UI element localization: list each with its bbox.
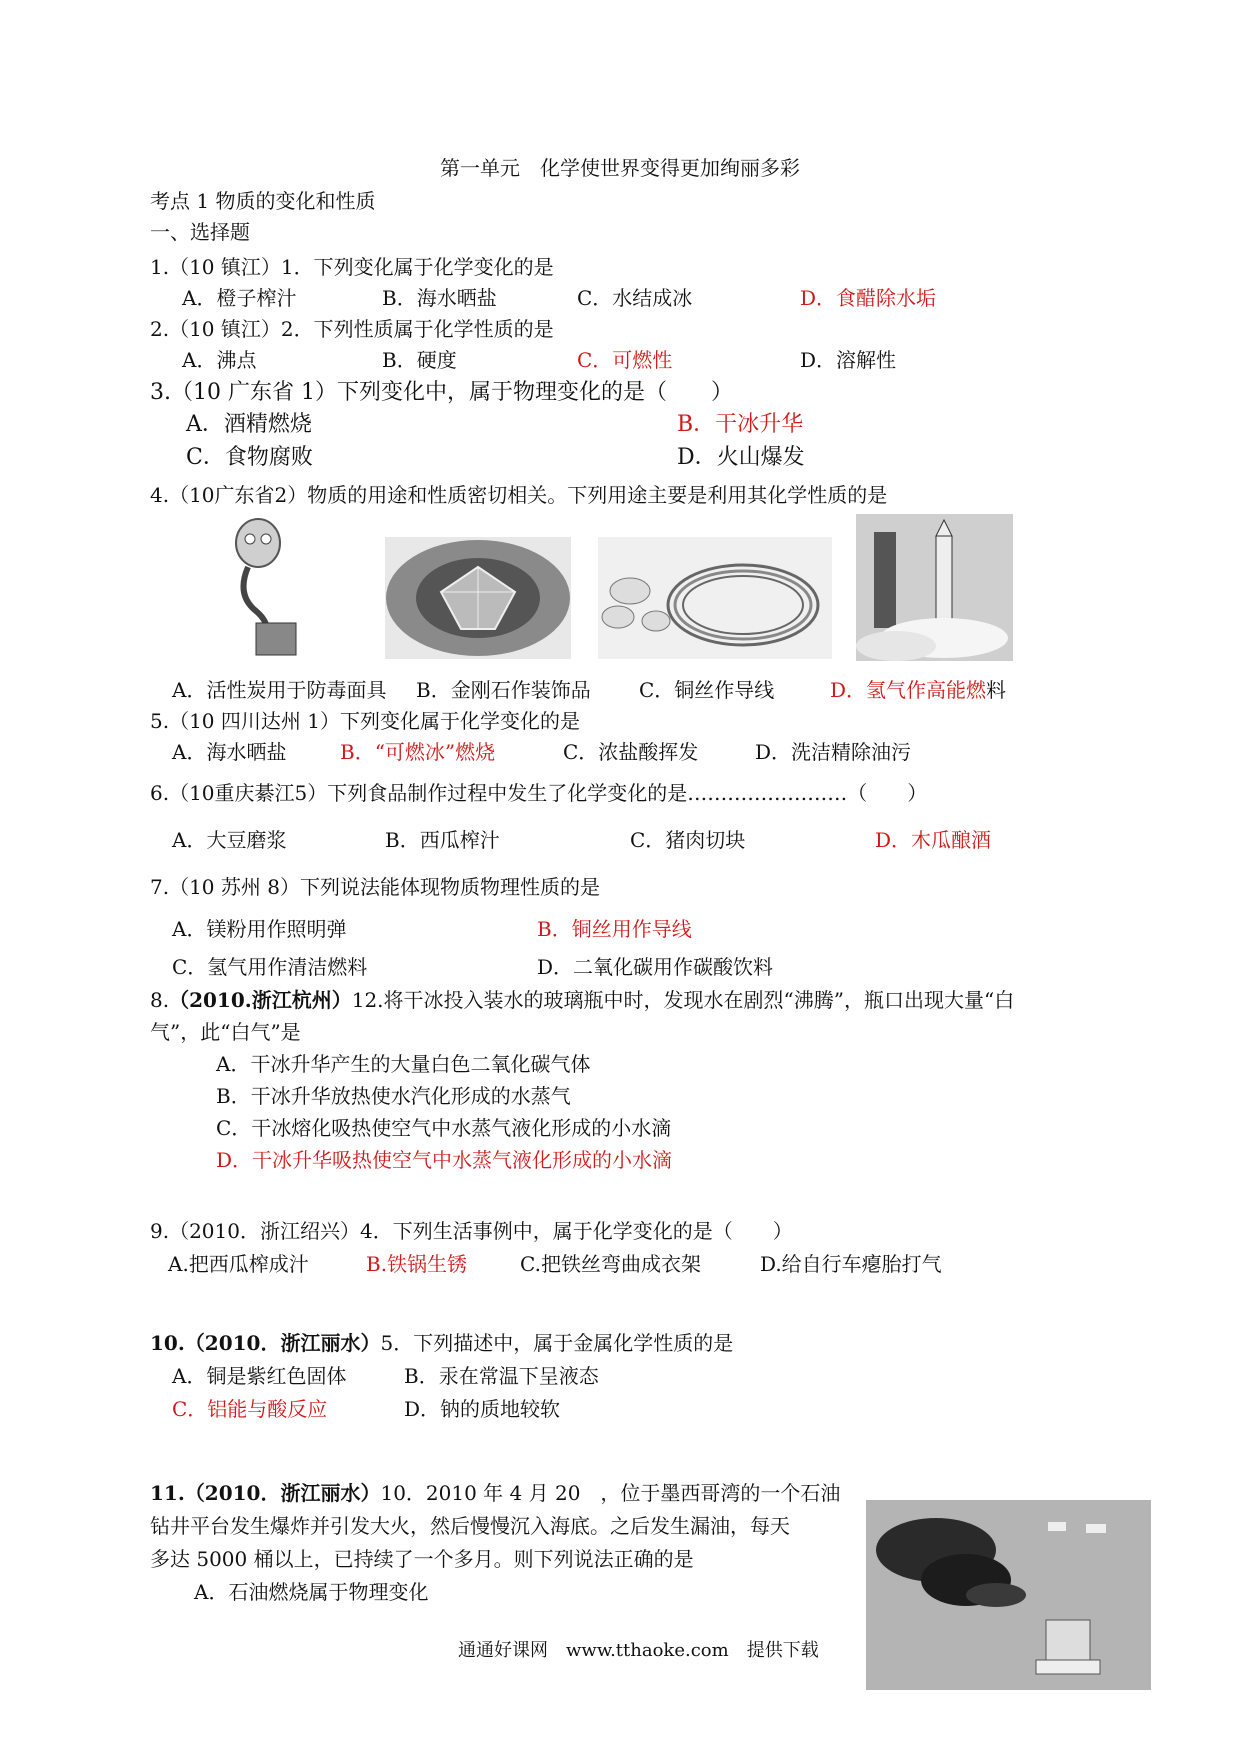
q10-source: 10.（2010．浙江丽水） bbox=[150, 1331, 381, 1355]
q9-stem: 9.（2010．浙江绍兴）4．下列生活事例中，属于化学变化的是（ ） bbox=[150, 1219, 793, 1243]
q3-option-a: A．酒精燃烧 bbox=[186, 412, 312, 437]
page-title: 第一单元 化学使世界变得更加绚丽多彩 bbox=[440, 156, 800, 180]
q11-stem-line3: 多达 5000 桶以上，已持续了一个多月。则下列说法正确的是 bbox=[150, 1547, 694, 1571]
q6-option-c: C．猪肉切块 bbox=[630, 828, 746, 852]
q9-option-b-answer: B.铁锅生锈 bbox=[366, 1252, 468, 1276]
q5-option-d: D．洗洁精除油污 bbox=[755, 740, 912, 764]
q10-option-b: B．汞在常温下呈液态 bbox=[404, 1364, 599, 1388]
q7-option-a: A．镁粉用作照明弹 bbox=[172, 917, 347, 941]
q5-option-a: A．海水晒盐 bbox=[172, 740, 287, 764]
q4-option-d-answer bbox=[830, 677, 1006, 703]
q1-stem: 1.（10 镇江）1．下列变化属于化学变化的是 bbox=[150, 255, 554, 279]
oil-spill-image bbox=[866, 1500, 1151, 1690]
q11-option-a: A．石油燃烧属于物理变化 bbox=[194, 1580, 429, 1604]
q2-option-a: A．沸点 bbox=[182, 348, 257, 372]
q8-option-b: B．干冰升华放热使水汽化形成的水蒸气 bbox=[216, 1084, 571, 1108]
q7-stem: 7.（10 苏州 8）下列说法能体现物质物理性质的是 bbox=[150, 875, 600, 899]
q10-stem bbox=[150, 1330, 733, 1356]
q5-option-b-answer: B．“可燃冰”燃烧 bbox=[340, 740, 496, 764]
q8-source: （2010.浙江杭州） bbox=[169, 988, 352, 1012]
q9-option-a: A.把西瓜榨成汁 bbox=[168, 1252, 309, 1276]
q11-stem-line2: 钻井平台发生爆炸并引发大火，然后慢慢沉入海底。之后发生漏油，每天 bbox=[150, 1514, 790, 1538]
q8-stem-text: 12.将干冰投入装水的玻璃瓶中时，发现水在剧烈“沸腾”，瓶口出现大量“白 bbox=[351, 988, 1015, 1012]
gas-mask-image bbox=[226, 515, 302, 657]
q3-option-b-answer: B．干冰升华 bbox=[677, 412, 804, 437]
diamond-image bbox=[385, 537, 571, 659]
q1-option-d-answer: D．食醋除水垢 bbox=[800, 286, 937, 310]
q4-option-c: C．铜丝作导线 bbox=[639, 678, 775, 702]
q11-stem-line1 bbox=[150, 1480, 840, 1506]
q6-stem: 6.（10重庆綦江5）下列食品制作过程中发生了化学变化的是……………………（ ） bbox=[150, 781, 928, 805]
q2-stem: 2.（10 镇江）2．下列性质属于化学性质的是 bbox=[150, 317, 554, 341]
q10-option-c-answer: C．铝能与酸反应 bbox=[172, 1397, 328, 1421]
q11-source: 11.（2010．浙江丽水） bbox=[150, 1481, 381, 1505]
q3-stem: 3.（10 广东省 1）下列变化中，属于物理变化的是（ ） bbox=[150, 380, 733, 405]
part-heading: 一、选择题 bbox=[150, 220, 250, 244]
q8-stem-line2: 气”，此“白气”是 bbox=[150, 1020, 301, 1044]
q4-option-d-tail: 料 bbox=[986, 678, 1007, 702]
q6-option-d-answer: D．木瓜酿酒 bbox=[875, 828, 992, 852]
q8-option-c: C．干冰熔化吸热使空气中水蒸气液化形成的小水滴 bbox=[216, 1116, 672, 1140]
q7-option-b-answer: B．铜丝用作导线 bbox=[537, 917, 692, 941]
q1-option-a: A．橙子榨汁 bbox=[182, 286, 297, 310]
q2-option-d: D．溶解性 bbox=[800, 348, 897, 372]
q8-number: 8. bbox=[150, 988, 170, 1012]
rocket-launch-image bbox=[856, 514, 1013, 661]
q4-option-a: A．活性炭用于防毒面具 bbox=[172, 678, 387, 702]
q8-option-d-answer: D．干冰升华吸热使空气中水蒸气液化形成的小水滴 bbox=[216, 1148, 673, 1172]
q11-stem-text: 10．2010 年 4 月 20 ，位于墨西哥湾的一个石油 bbox=[380, 1481, 841, 1505]
q2-option-b: B．硬度 bbox=[382, 348, 457, 372]
q4-stem: 4.（10广东省2）物质的用途和性质密切相关。下列用途主要是利用其化学性质的是 bbox=[150, 483, 888, 507]
q5-stem: 5.（10 四川达州 1）下列变化属于化学变化的是 bbox=[150, 709, 580, 733]
footer-download-note: 通通好课网 www.tthaoke.com 提供下载 bbox=[458, 1640, 819, 1661]
q2-option-c-answer: C．可燃性 bbox=[577, 348, 673, 372]
q3-option-c: C．食物腐败 bbox=[186, 445, 313, 470]
q10-option-a: A．铜是紫红色固体 bbox=[172, 1364, 347, 1388]
q9-option-d: D.给自行车瘪胎打气 bbox=[760, 1252, 942, 1276]
q3-option-d: D．火山爆发 bbox=[677, 445, 805, 470]
copper-wire-image bbox=[598, 537, 832, 659]
q4-option-b: B．金刚石作装饰品 bbox=[416, 678, 591, 702]
q8-option-a: A．干冰升华产生的大量白色二氧化碳气体 bbox=[216, 1052, 591, 1076]
q5-option-c: C．浓盐酸挥发 bbox=[563, 740, 699, 764]
q1-option-c: C．水结成冰 bbox=[577, 286, 693, 310]
q9-option-c: C.把铁丝弯曲成衣架 bbox=[520, 1252, 701, 1276]
q10-stem-text: 5．下列描述中，属于金属化学性质的是 bbox=[380, 1331, 734, 1355]
q7-option-d: D．二氧化碳用作碳酸饮料 bbox=[537, 955, 774, 979]
q8-stem-line1 bbox=[150, 987, 1014, 1013]
q6-option-b: B．西瓜榨汁 bbox=[385, 828, 500, 852]
q7-option-c: C．氢气用作清洁燃料 bbox=[172, 955, 368, 979]
q4-option-d-red: D．氢气作高能燃 bbox=[830, 678, 987, 702]
q1-option-b: B．海水晒盐 bbox=[382, 286, 497, 310]
q6-option-a: A．大豆磨浆 bbox=[172, 828, 287, 852]
section-heading: 考点 1 物质的变化和性质 bbox=[150, 189, 376, 213]
q10-option-d: D．钠的质地较软 bbox=[404, 1397, 561, 1421]
